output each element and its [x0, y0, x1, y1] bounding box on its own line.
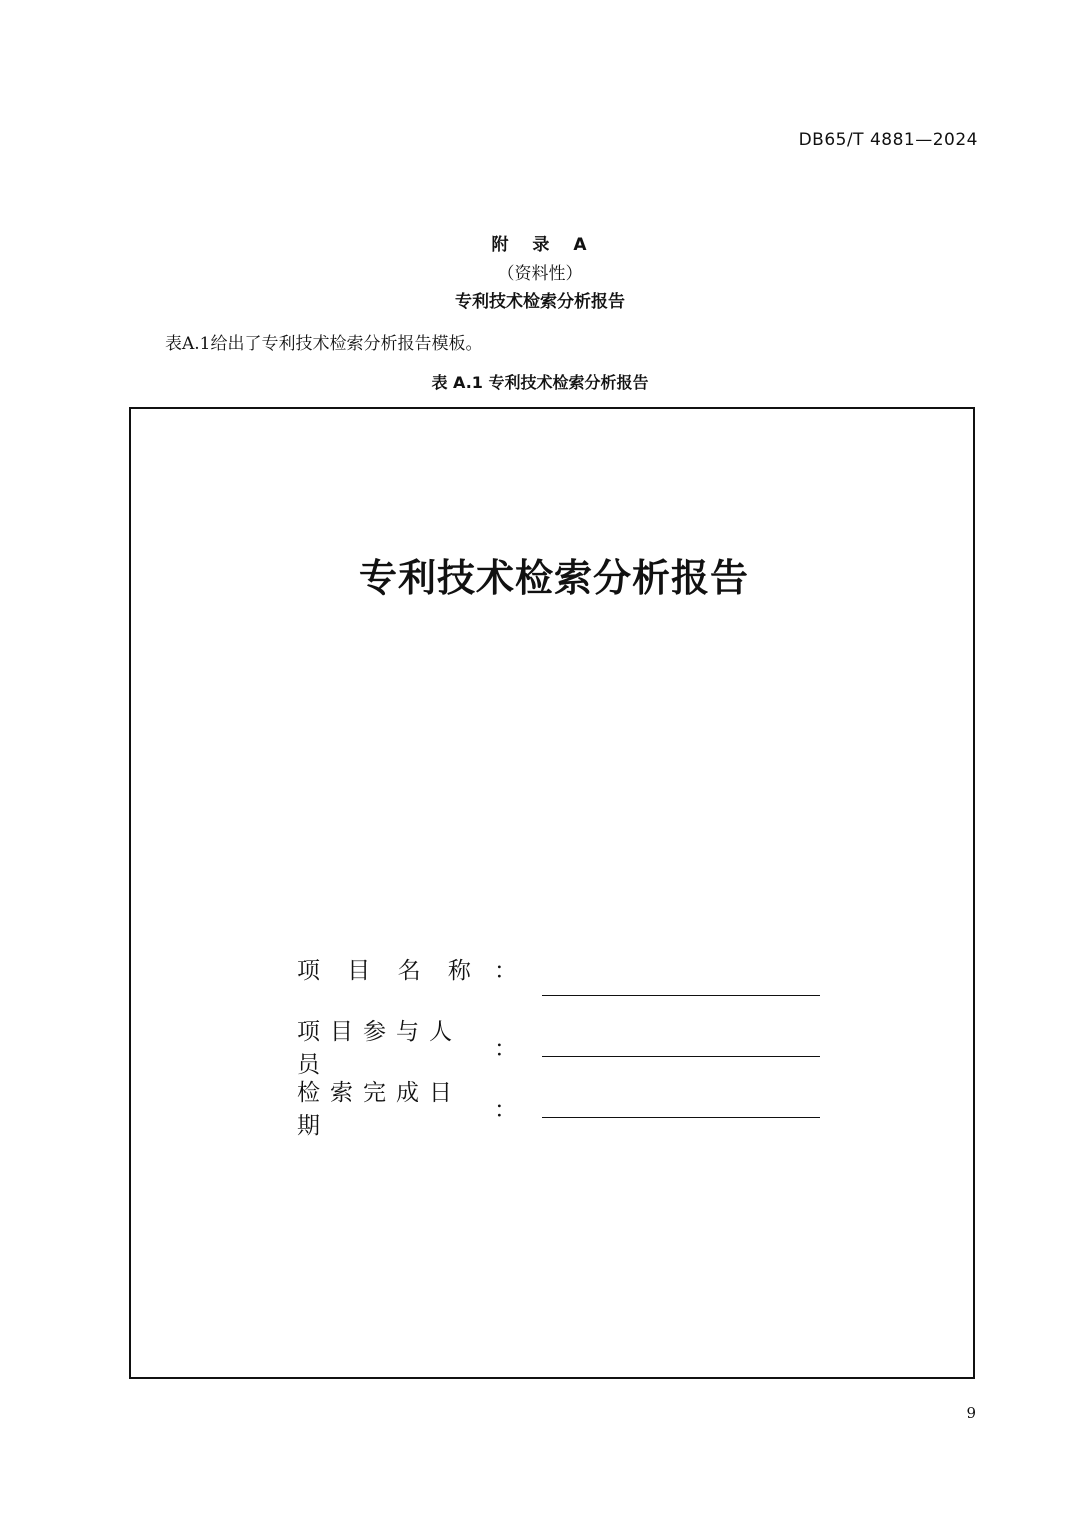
- project-name-line: [542, 995, 820, 996]
- appendix-subject: 专利技术检索分析报告: [455, 292, 625, 312]
- page-number: 9: [966, 1404, 976, 1422]
- project-name-colon: ：: [494, 958, 527, 984]
- project-name-label: [297, 952, 527, 985]
- document-code: DB65/T 4881—2024: [798, 130, 978, 150]
- appendix-title: 附 录 A: [491, 235, 589, 255]
- report-cover-frame: [129, 407, 975, 1379]
- search-date-line: [542, 1117, 820, 1118]
- project-members-colon: ：: [494, 1035, 527, 1062]
- project-name-label-text: 项 目 名 称: [297, 958, 481, 984]
- search-date-colon: ：: [494, 1096, 527, 1123]
- search-date-label: [297, 1074, 527, 1140]
- project-members-label-text: 项目参与人员: [297, 1019, 462, 1078]
- search-date-label-text: 检索完成日期: [297, 1080, 462, 1139]
- appendix-nature: （资料性）: [497, 264, 583, 284]
- project-members-label: [297, 1013, 527, 1079]
- intro-paragraph: 表A.1给出了专利技术检索分析报告模板。: [165, 334, 483, 354]
- report-cover-title: 专利技术检索分析报告: [358, 556, 749, 600]
- project-members-line: [542, 1056, 820, 1057]
- table-caption: 表 A.1 专利技术检索分析报告: [431, 373, 649, 392]
